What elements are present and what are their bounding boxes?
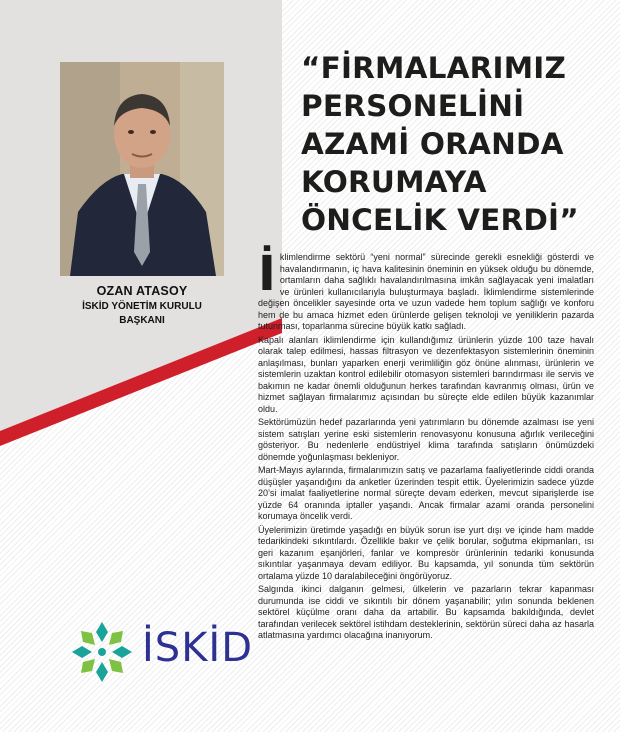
person-title-line-1: İSKİD YÖNETİM KURULU bbox=[82, 301, 202, 312]
article-paragraph: Salgında ikinci dalganın gelmesi, ülkelerin ve pazarların tekrar kapanması durumunda ise ciddi ve sıkıntılı bir dönem yaşanabilir; yılın sonunda beklenen sektörel küçülme oranı daha da artabilir. Bu kapsamda bakıldığında, devlet tarafından verilecek sektörel istihdam desteklerinin, sektörün süreci daha az hasarla atlatmasına yardımcı olacağına inanıyorum. bbox=[258, 584, 594, 640]
headline-line: AZAMİ ORANDA bbox=[301, 127, 564, 161]
article-paragraph: Üyelerimizin üretimde yaşadığı en büyük sorun ise yurt dışı ve içinde ham madde tedarikindeki sıkıntılardı. Özellikle bakır ve çelik borular, soğutma ekipmanları, ısı geri kazanım eşanjörleri, fanlar ve kompresör ürünlerinin tedariki konusunda sıkıntılar yaşanmaya devam ediliyor. Bu kapsamda, yıl sonunda tüm sektörün ortalama yüzde 10 daralabileceğini öngörüyoruz. bbox=[258, 524, 594, 581]
person-title-line-2: BAŞKANI bbox=[119, 315, 165, 326]
headline-line: PERSONELİNİ bbox=[301, 89, 525, 123]
person-name: OZAN ATASOY bbox=[96, 284, 188, 298]
article-paragraph: Mart-Mayıs aylarında, firmalarımızın satış ve pazarlama faaliyetlerinde ciddi oranda düşüşler yaşandığını da anketler üzerinden tespit ettik. Üyelerimizin sadece yüzde 20’si imalat faaliyetlerine normal süreçte devam ederken, mevcut siparişlerde ise yüzde 64 oranında iptaller yaşandı. Ancak firmalar azami oranda personelini korumaya öncelik verdi. bbox=[258, 465, 594, 521]
headline bbox=[301, 49, 601, 239]
article-paragraph: Sektörümüzün hedef pazarlarında yeni yatırımların bu dönemde azalması ise yeni sistem satışları yerine eski sistemlerin renovasyonu konusuna ağırlık verileceğini gösteriyor. Bu nedenlerle endüstriyel klima tarafında satışların önümüzdeki dönemde yoğunlaşması bekleniyor. bbox=[258, 417, 594, 462]
logo-wordmark: İSKİD bbox=[142, 625, 254, 671]
headline-line: ÖNCELİK VERDİ” bbox=[301, 203, 579, 237]
headline-line: KORUMAYA bbox=[301, 165, 487, 199]
person-title bbox=[60, 300, 224, 328]
article-paragraph-text: klimlendirme sektörü “yeni normal” sürecinde gerekli esnekliği gösterdi ve havalandırmanın, iç hava kalitesinin öneminin en yüksek olduğu bu dönemde, ortamların daha sağlıklı havalandırılmasına imkân sağlayacak yeni imalatları ve ürünleri kullanıcılarıyla buluşturmaya başladı. İklimlendirme sistemlerinde değişen öncelikler sayesinde orta ve uzun vadede hem toplum sağlığı ve konforu hem de bu amaca hizmet eden ürünlerde gelişen teknoloji ve yeniliklerin pazarda tutunması, toparlanma sürecine büyük katkı sağladı. bbox=[258, 252, 594, 331]
article-paragraph: Kapalı alanları iklimlendirme için kullandığımız ürünlerin yüzde 100 taze havalı olarak talep edilmesi, hassas filtrasyon ve dezenfektasyon sistemlerinin öneminin anlaşılması, bunları yaparken enerji verimliliğin göz önüne alınması, ürünlerin ve sistemlerin uzaktan kontrol edilebilir otomasyon sistemleri barındırması ile servis ve bakımın ne kadar önemli olduğunun herkes tarafından kavranmış olması, ürün ve hizmet sağlayan firmalarımız açısından bu süreçte elde edilen büyük kazanımlar oldu. bbox=[258, 334, 594, 414]
article-body bbox=[258, 246, 594, 644]
portrait-photo bbox=[60, 62, 224, 276]
drop-cap: İ bbox=[258, 246, 276, 302]
iskid-logo bbox=[70, 616, 254, 686]
snowflake-logo-icon bbox=[70, 620, 134, 684]
headline-line: “FİRMALARIMIZ bbox=[301, 51, 567, 85]
article-paragraph bbox=[258, 246, 594, 333]
